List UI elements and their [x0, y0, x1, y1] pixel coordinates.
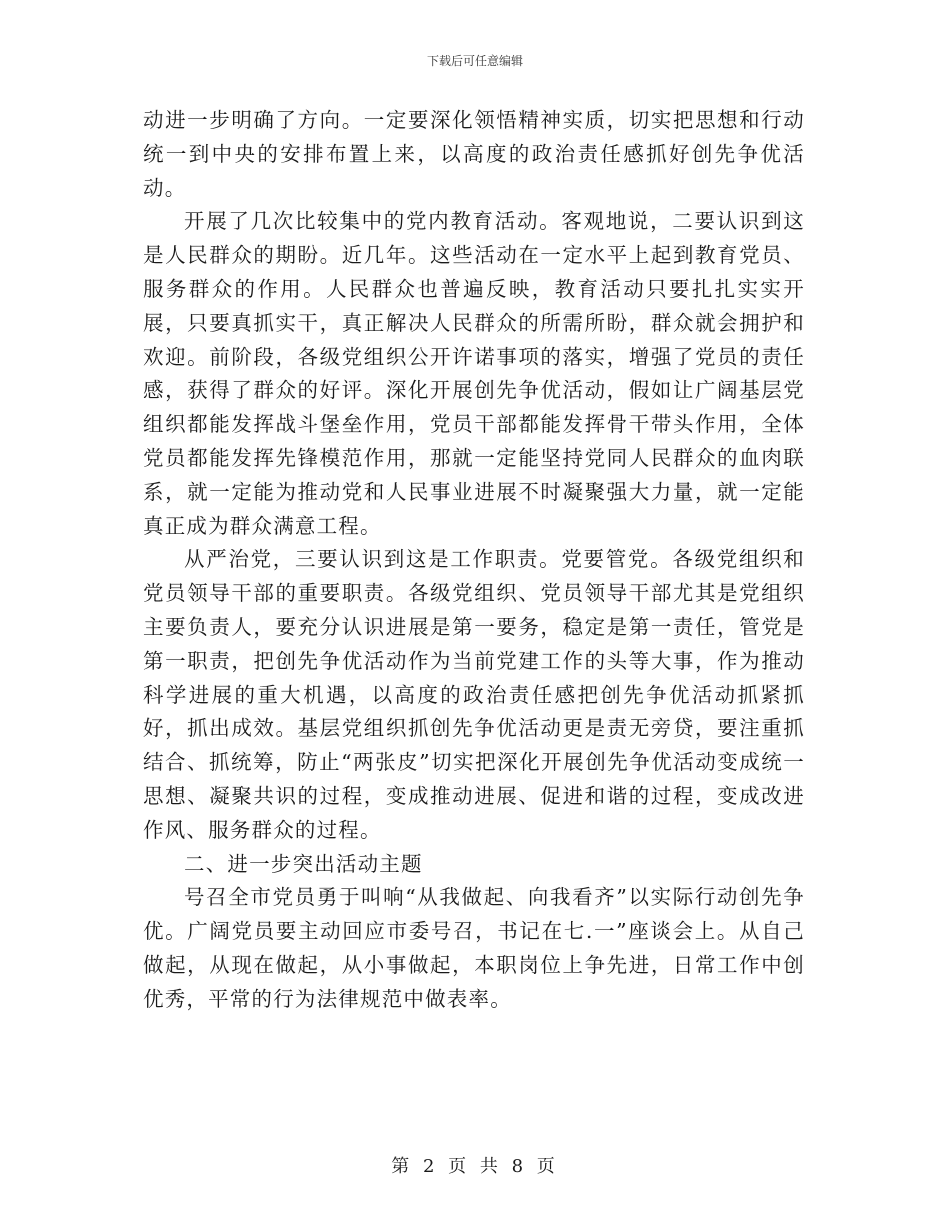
paragraph-3: 从严治党，三要认识到这是工作职责。党要管党。各级党组织和党员领导干部的重要职责。各级党组织、党员领导干部尤其是党组织主要负责人，要充分认识进展是第一要务，稳定是第一责任，管党是第一职责，把创先争优活动作为当前党建工作的头等大事，作为推动科学进展的重大机遇，以高度的政治责任感把创先争优活动抓紧抓好，抓出成效。基层党组织抓创先争优活动更是责无旁贷，要注重抓结合、抓统筹，防止“两张皮”切实把深化开展创先争优活动变成统一思想、凝聚共识的过程，变成推动进展、促进和谐的过程，变成改进作风、服务群众的过程。 — [143, 547, 805, 842]
paragraph-1: 动进一步明确了方向。一定要深化领悟精神实质，切实把思想和行动统一到中央的安排布置上来，以高度的政治责任感抓好创先争优活动。 — [143, 108, 805, 200]
header-note: 下载后可任意编辑 — [426, 54, 523, 68]
paragraph-2: 开展了几次比较集中的党内教育活动。客观地说，二要认识到这是人民群众的期盼。近几年。这些活动在一定水平上起到教育党员、服务群众的作用。人民群众也普遍反映，教育活动只要扎扎实实开展，只要真抓实干，真正解决人民群众的所需所盼，群众就会拥护和欢迎。前阶段，各级党组织公开许诺事项的落实，增强了党员的责任感，获得了群众的好评。深化开展创先争优活动，假如让广阔基层党组织都能发挥战斗堡垒作用，党员干部都能发挥骨干带头作用，全体党员都能发挥先锋模范作用，那就一定能坚持党同人民群众的血肉联系，就一定能为推动党和人民事业进展不时凝聚强大力量，就一定能真正成为群众满意工程。 — [143, 209, 805, 538]
page-number: 第 2 页 共 8 页 — [391, 1156, 559, 1177]
section-heading: 二、进一步突出活动主题 — [184, 851, 423, 876]
paragraph-4: 号召全市党员勇于叫响“从我做起、向我看齐”以实际行动创先争优。广阔党员要主动回应市委号召，书记在七.一”座谈会上。从自己做起，从现在做起，从小事做起，本职岗位上争先进，日常工作中创优秀，平常的行为法律规范中做表率。 — [143, 885, 805, 1011]
document-body — [143, 104, 805, 1017]
